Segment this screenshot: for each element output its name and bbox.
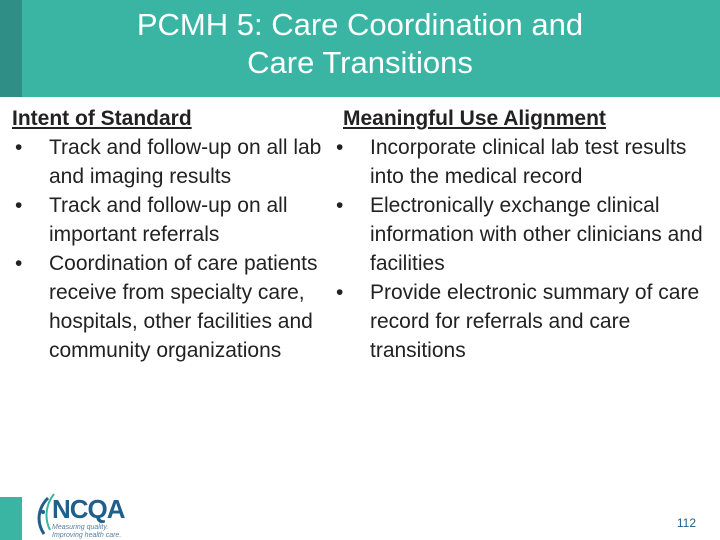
- slide-title: [0, 6, 720, 82]
- slide-title-line-1: PCMH 5: Care Coordination and: [136, 7, 584, 42]
- meaningful-use-item-text: Provide electronic summary of care record for referrals and care transitions: [370, 281, 700, 362]
- intent-item-text: Coordination of care patients receive from specialty care, hospitals, other facilities and community organizations: [49, 252, 318, 362]
- bullet-icon: •: [336, 194, 344, 217]
- list-item: [333, 191, 713, 278]
- ncqa-logo-tagline: Measuring quality. Improving health care.: [52, 524, 122, 539]
- list-item: [12, 133, 332, 191]
- bullet-icon: •: [336, 136, 344, 159]
- list-item: [333, 133, 713, 191]
- slide-title-line-2: Care Transitions: [247, 45, 473, 80]
- meaningful-use-heading: Meaningful Use Alignment: [343, 107, 606, 130]
- ncqa-logo-text: NCQA: [52, 494, 125, 524]
- footer-accent-bar: [0, 497, 22, 540]
- intent-column: [12, 104, 332, 365]
- bullet-icon: •: [15, 136, 23, 159]
- page-number: 112: [676, 516, 696, 530]
- bullet-icon: •: [15, 194, 23, 217]
- list-item: [12, 191, 332, 249]
- meaningful-use-list: [333, 133, 713, 365]
- intent-heading: Intent of Standard: [12, 107, 192, 130]
- intent-item-text: Track and follow-up on all lab and imaging results: [49, 136, 322, 188]
- bullet-icon: •: [336, 281, 344, 304]
- intent-list: [12, 133, 332, 365]
- meaningful-use-column: [333, 104, 713, 365]
- meaningful-use-item-text: Incorporate clinical lab test results into the medical record: [370, 136, 687, 188]
- list-item: [12, 249, 332, 365]
- list-item: [333, 278, 713, 365]
- meaningful-use-item-text: Electronically exchange clinical information with other clinicians and facilities: [370, 194, 703, 275]
- intent-item-text: Track and follow-up on all important referrals: [49, 194, 288, 246]
- bullet-icon: •: [15, 252, 23, 275]
